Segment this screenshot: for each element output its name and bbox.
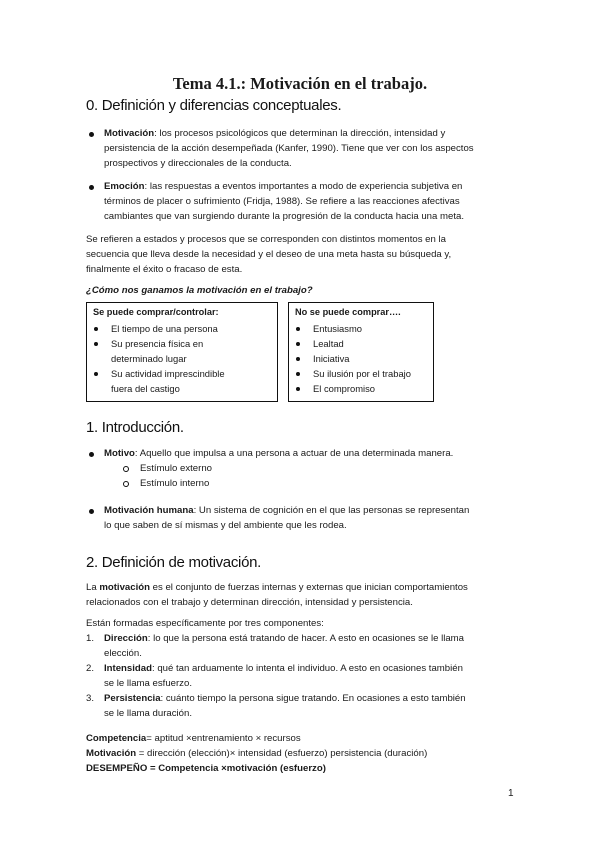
list-item: fuera del castigo (111, 383, 180, 394)
sub-bullet-icon (123, 466, 129, 472)
term-motivacion-def: motivación (99, 582, 150, 593)
formula-motivacion: Motivación = dirección (elección)× intensidad (esfuerzo) persistencia (duración) (86, 748, 428, 759)
box-can-buy (86, 302, 278, 402)
sub-item-interno: Estímulo interno (140, 478, 210, 489)
section-2-paragraph: La motivación es el conjunto de fuerzas internas y externas que inician comportamientos relacionados con el trabajo y determinan dirección, intensidad y persistencia. (86, 582, 468, 608)
bullet-icon (94, 342, 98, 346)
list-item: Su ilusión por el trabajo (313, 368, 411, 379)
list-item: El tiempo de una persona (111, 323, 218, 334)
bullet-icon (94, 372, 98, 376)
component-intensidad: Intensidad: qué tan arduamente lo intenta el individuo. A esto en ocasiones también se le llama esfuerzo. (104, 663, 463, 689)
list-number: 1. (86, 633, 95, 644)
box-cannot-buy (288, 302, 434, 402)
bullet-icon (296, 387, 300, 391)
section-0-paragraph: Se refieren a estados y procesos que se corresponden con distintos momentos en la secuencia que lleva desde la necesidad y el deseo de una meta hasta su búsqueda y, finalmente el éxito o fracaso de esta. (86, 234, 452, 275)
formula-desempeno: DESEMPEÑO = Competencia ×motivación (esfuerzo) (86, 763, 326, 774)
bullet-icon (89, 509, 94, 514)
bullet-icon (94, 327, 98, 331)
term-emocion: Emoción (104, 181, 145, 192)
list-number: 2. (86, 663, 95, 674)
list-item: determinado lugar (111, 353, 187, 364)
list-item: El compromiso (313, 383, 375, 394)
bullet-icon (89, 452, 94, 457)
term-motivacion: Motivación (104, 128, 155, 139)
bullet-motivacion-humana: Motivación humana: Un sistema de cognición en el que las personas se representan lo que saben de sí mismas y del ambiente que les rodea. (104, 505, 470, 531)
component-persistencia: Persistencia: cuánto tiempo la persona sigue tratando. En ocasiones a esto también se le llama duración. (104, 693, 466, 719)
list-item: Su actividad imprescindible (111, 368, 225, 379)
section-1-heading: 1. Introducción. (86, 419, 184, 436)
sub-bullet-icon (123, 481, 129, 487)
list-item: Lealtad (313, 338, 344, 349)
box-can-buy-title: Se puede comprar/controlar: (93, 307, 219, 317)
component-direccion: Dirección: lo que la persona está tratando de hacer. A esto en ocasiones se le llama elección. (104, 633, 465, 659)
list-item: Entusiasmo (313, 323, 362, 334)
bullet-emocion: Emoción: las respuestas a eventos importantes a modo de experiencia subjetiva en términos de placer o sufrimiento (Fridja, 1988). Se refiere a las reacciones afectivas cambiantes que van surgiendo durante la progresión de la conducta hacia una meta. (104, 181, 465, 222)
list-item: Su presencia física en (111, 338, 204, 349)
bullet-icon (296, 372, 300, 376)
term-motivo: Motivo (104, 448, 135, 459)
bullet-icon (296, 327, 300, 331)
page-number: 1 (508, 788, 514, 799)
bullet-icon (89, 132, 94, 137)
section-0-heading: 0. Definición y diferencias conceptuales. (86, 97, 342, 114)
term-motivacion-humana: Motivación humana (104, 505, 194, 516)
section-2-heading: 2. Definición de motivación. (86, 554, 262, 571)
components-intro: Están formadas específicamente por tres componentes: (86, 618, 324, 629)
bullet-icon (89, 185, 94, 190)
list-item: Iniciativa (313, 353, 350, 364)
box-cannot-buy-title: No se puede comprar…. (295, 307, 401, 317)
list-number: 3. (86, 693, 95, 704)
bullet-icon (296, 342, 300, 346)
formula-competencia: Competencia= aptitud ×entrenamiento × recursos (86, 733, 301, 744)
bullet-motivacion: Motivación: los procesos psicológicos que determinan la dirección, intensidad y persistencia de la acción desempeñada (Kanfer, 1990). Tiene que ver con los aspectos prospectivos y direccionales de la conducta. (104, 128, 474, 169)
bullet-icon (296, 357, 300, 361)
question-heading: ¿Cómo nos ganamos la motivación en el trabajo? (86, 285, 313, 296)
bullet-motivo: Motivo: Aquello que impulsa a una persona a actuar de una determinada manera. (104, 448, 454, 459)
sub-item-externo: Estímulo externo (140, 463, 212, 474)
page-title: Tema 4.1.: Motivación en el trabajo. (172, 74, 428, 93)
